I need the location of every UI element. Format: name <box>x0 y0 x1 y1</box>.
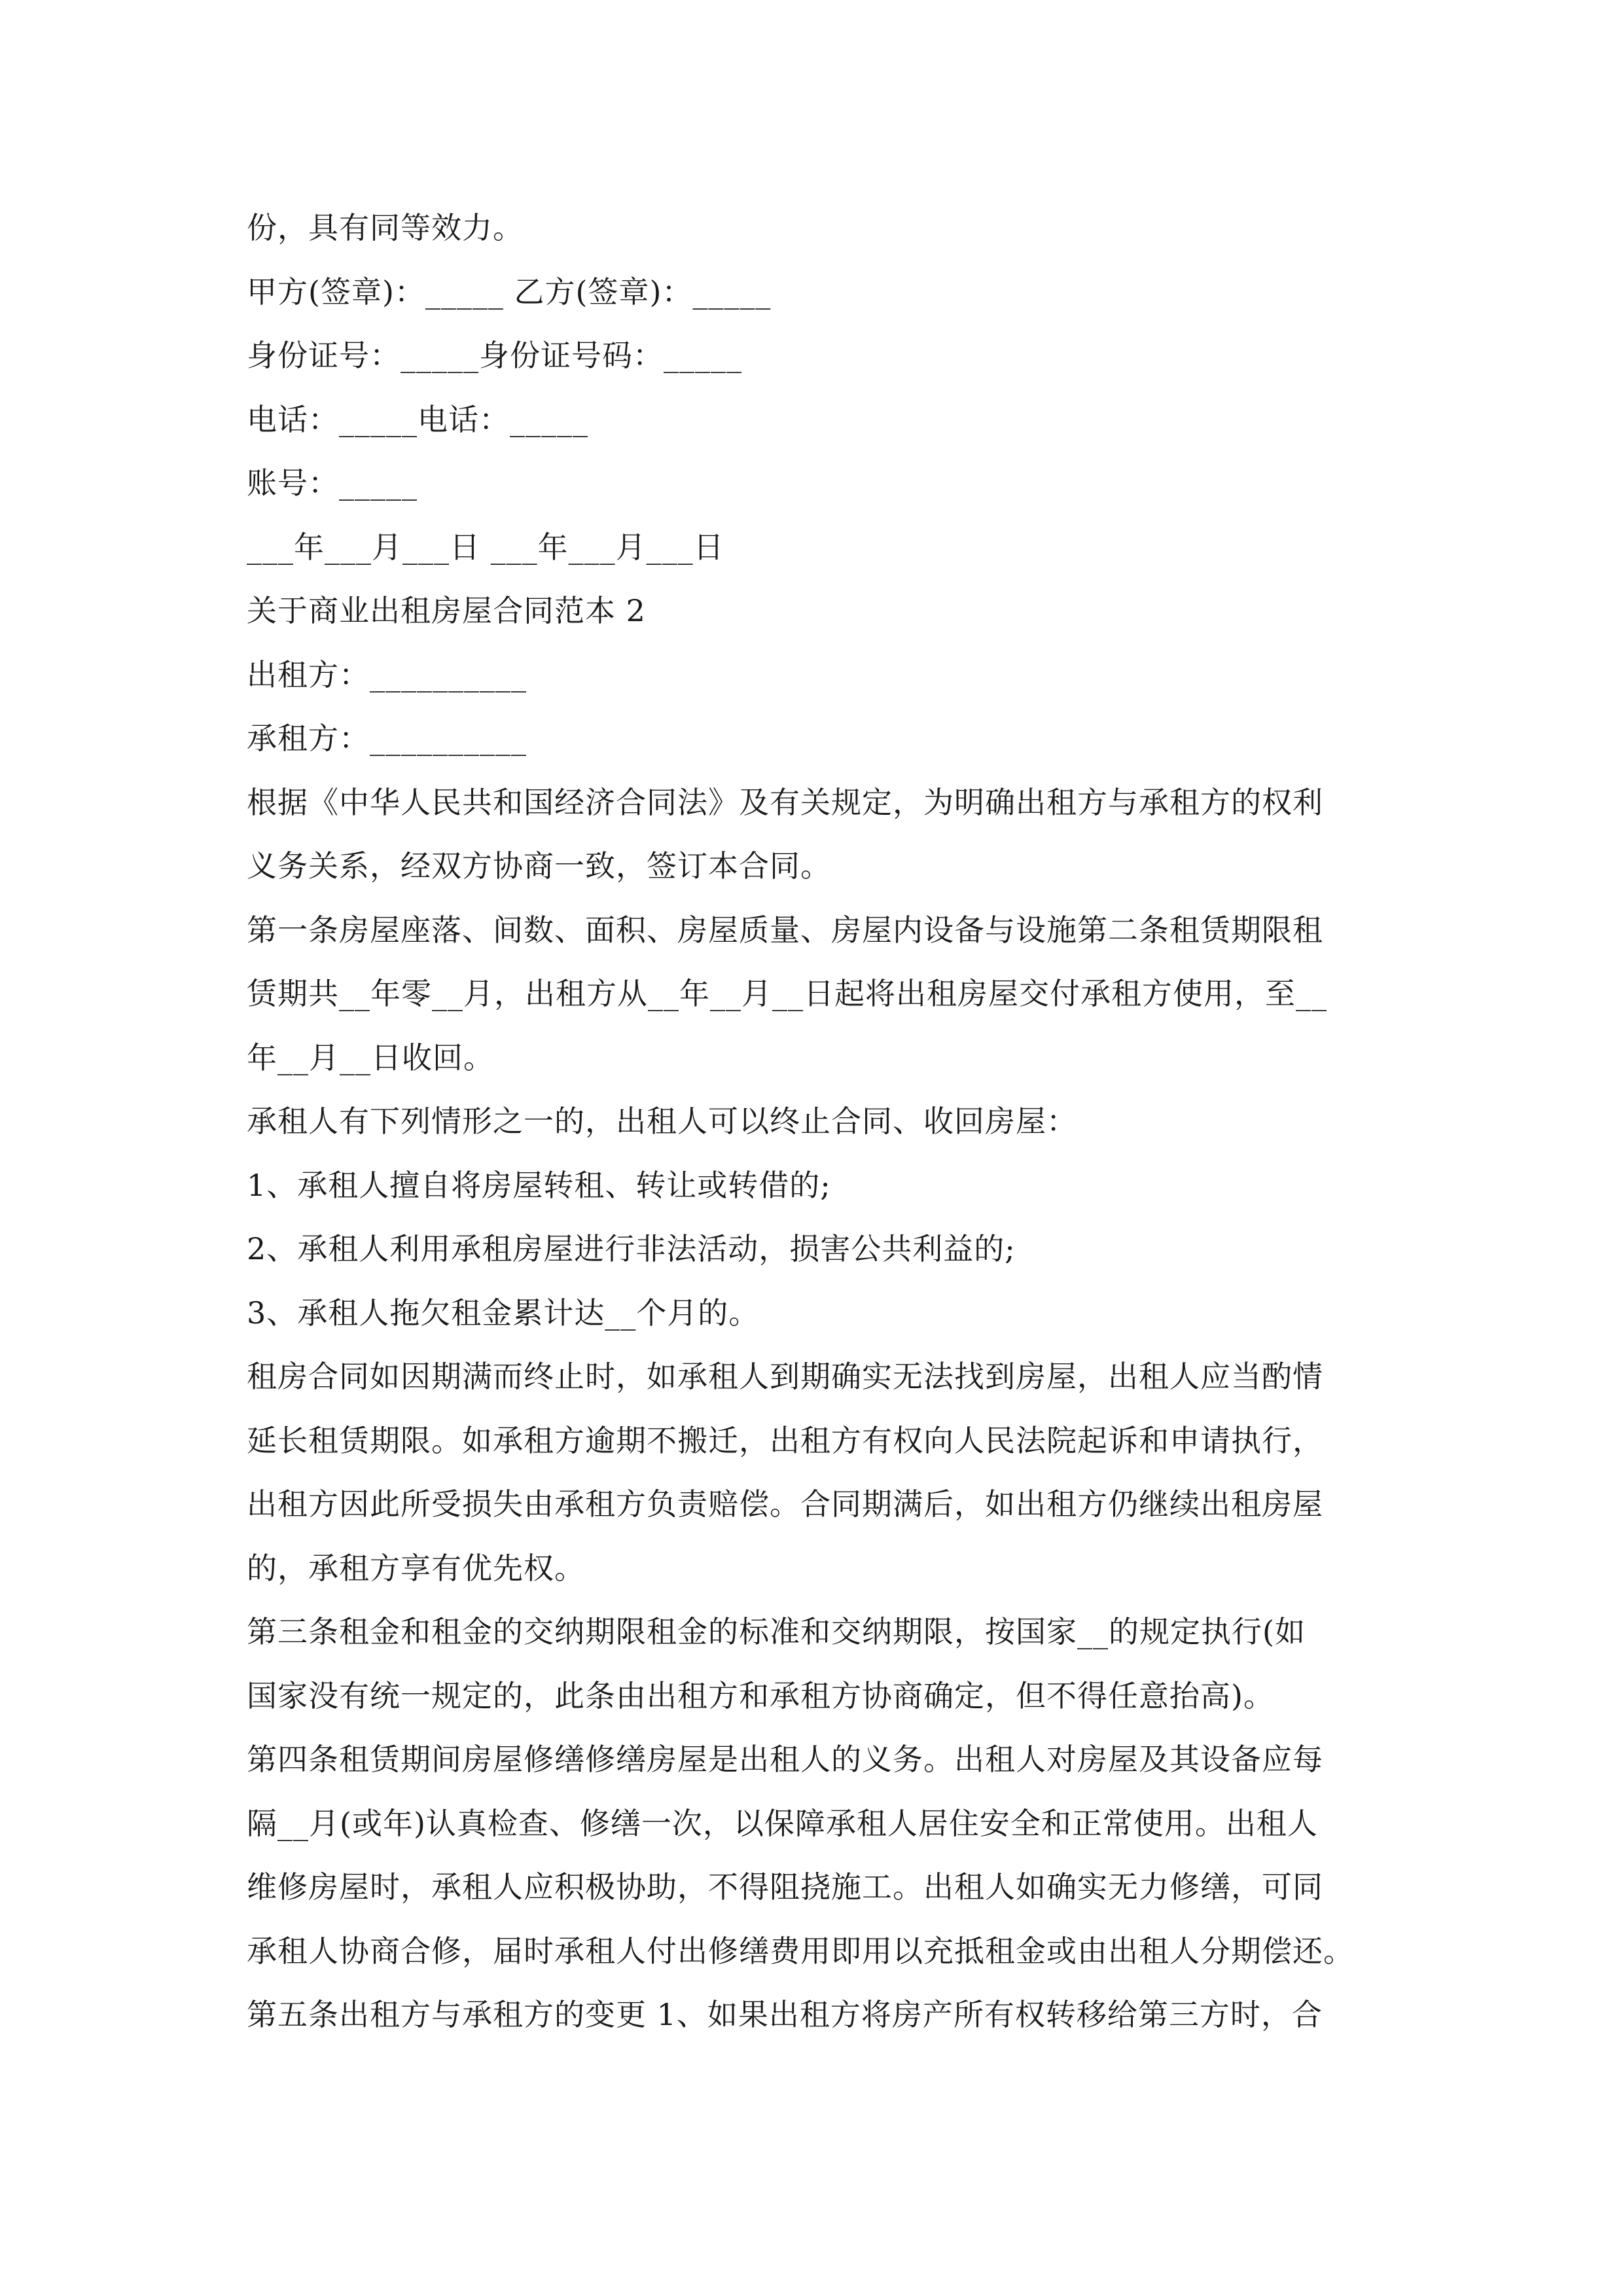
phone-line: 电话：_____电话：_____ <box>247 401 588 437</box>
text-line: 第一条房屋座落、间数、面积、房屋质量、房屋内设备与设施第二条租赁期限租 <box>247 912 1323 948</box>
document-body <box>247 196 1385 2047</box>
text-line: 根据《中华人民共和国经济合同法》及有关规定，为明确出租方与承租方的权利 <box>247 784 1323 820</box>
lessor-line: 出租方：__________ <box>247 656 527 692</box>
id-number-line: 身份证号：_____身份证号码：_____ <box>247 338 742 373</box>
text-line: 隔__月(或年)认真检查、修缮一次，以保障承租人居住安全和正常使用。出租人 <box>247 1805 1318 1841</box>
text-line: 维修房屋时，承租人应积极协助，不得阻挠施工。出租人如确实无力修缮，可同 <box>247 1869 1323 1905</box>
text-line: 的，承租方享有优先权。 <box>247 1550 585 1586</box>
text-line: 承租人协商合修，届时承租人付出修缮费用即用以充抵租金或由出租人分期偿还。 <box>247 1933 1354 1969</box>
text-line: 第五条出租方与承租方的变更 1、如果出租方将房产所有权转移给第三方时，合 <box>247 1997 1323 2032</box>
text-line: 租房合同如因期满而终止时，如承租人到期确实无法找到房屋，出租人应当酌情 <box>247 1359 1323 1394</box>
list-item: 2、承租人利用承租房屋进行非法活动，损害公共利益的; <box>247 1231 1016 1266</box>
section-title: 关于商业出租房屋合同范本 2 <box>247 593 646 628</box>
text-line: 承租人有下列情形之一的，出租人可以终止合同、收回房屋： <box>247 1103 1077 1139</box>
text-line: 第四条租赁期间房屋修缮修缮房屋是出租人的义务。出租人对房屋及其设备应每 <box>247 1742 1323 1777</box>
list-item: 1、承租人擅自将房屋转租、转让或转借的; <box>247 1167 831 1203</box>
account-line: 账号：_____ <box>247 465 418 501</box>
text-line: 赁期共__年零__月，出租方从__年__月__日起将出租房屋交付承租方使用，至__ <box>247 976 1327 1011</box>
date-line: ___年___月___日 ___年___月___日 <box>247 529 724 565</box>
text-line: 年__月__日收回。 <box>247 1039 494 1075</box>
lessee-line: 承租方：__________ <box>247 721 527 756</box>
text-line: 义务关系，经双方协商一致，签订本合同。 <box>247 848 831 884</box>
list-item: 3、承租人拖欠租金累计达__个月的。 <box>247 1295 760 1331</box>
text-line: 份，具有同等效力。 <box>247 210 524 245</box>
signature-line: 甲方(签章)：_____ 乙方(签章)：_____ <box>247 274 772 310</box>
text-line: 延长租赁期限。如承租方逾期不搬迁，出租方有权向人民法院起诉和申请执行， <box>247 1422 1323 1458</box>
text-line: 第三条租金和租金的交纳期限租金的标准和交纳期限，按国家__的规定执行(如 <box>247 1614 1306 1649</box>
text-line: 国家没有统一规定的，此条由出租方和承租方协商确定，但不得任意抬高)。 <box>247 1677 1274 1713</box>
text-line: 出租方因此所受损失由承租方负责赔偿。合同期满后，如出租方仍继续出租房屋 <box>247 1486 1323 1522</box>
